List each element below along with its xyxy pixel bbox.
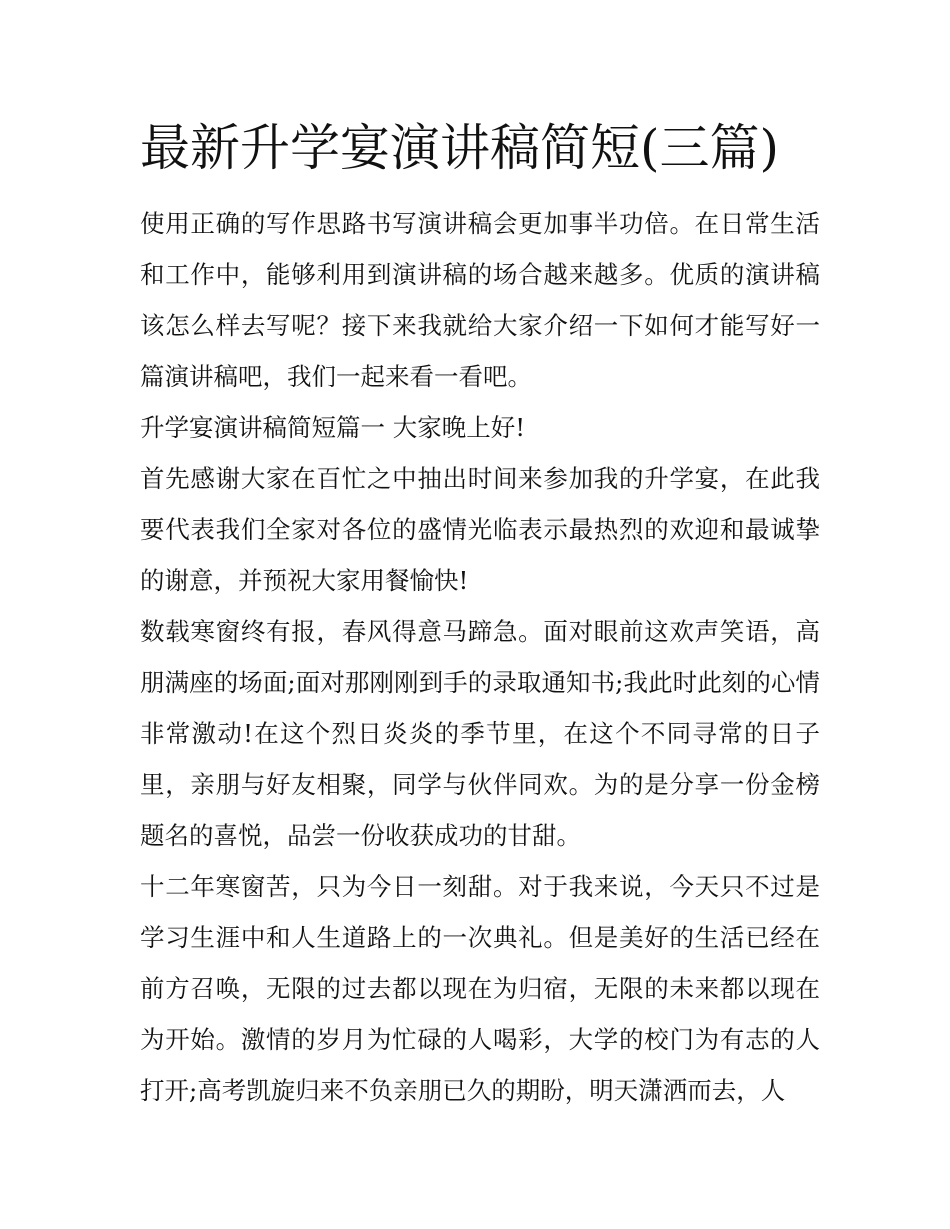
document-title: 最新升学宴演讲稿简短(三篇) [140,119,780,177]
document-body [140,198,820,1116]
paragraph-achievement: 数载寒窗终有报，春风得意马蹄急。面对眼前这欢声笑语，高朋满座的场面;面对那刚刚到手的录取通知书;我此时此刻的心情非常激动!在这个烈日炎炎的季节里，在这个不同寻常的日子里，亲朋与好友相聚，同学与伙伴同欢。为的是分享一份金榜题名的喜悦，品尝一份收获成功的甘甜。 [140,617,820,850]
paragraph-section-heading: 升学宴演讲稿简短篇一 大家晚上好! [140,413,526,442]
paragraph-thanks: 首先感谢大家在百忙之中抽出时间来参加我的升学宴，在此我要代表我们全家对各位的盛情光临表示最热烈的欢迎和最诚挚的谢意，并预祝大家用餐愉快! [140,464,820,595]
paragraph-reflection: 十二年寒窗苦，只为今日一刻甜。对于我来说，今天只不过是学习生涯中和人生道路上的一次典礼。但是美好的生活已经在前方召唤，无限的过去都以现在为归宿，无限的未来都以现在为开始。激情的岁月为忙碌的人喝彩，大学的校门为有志的人打开;高考凯旋归来不负亲朋已久的期盼，明天潇洒而去，人 [140,872,820,1105]
paragraph-intro: 使用正确的写作思路书写演讲稿会更加事半功倍。在日常生活和工作中，能够利用到演讲稿的场合越来越多。优质的演讲稿该怎么样去写呢？接下来我就给大家介绍一下如何才能写好一篇演讲稿吧，我们一起来看一看吧。 [140,209,820,391]
